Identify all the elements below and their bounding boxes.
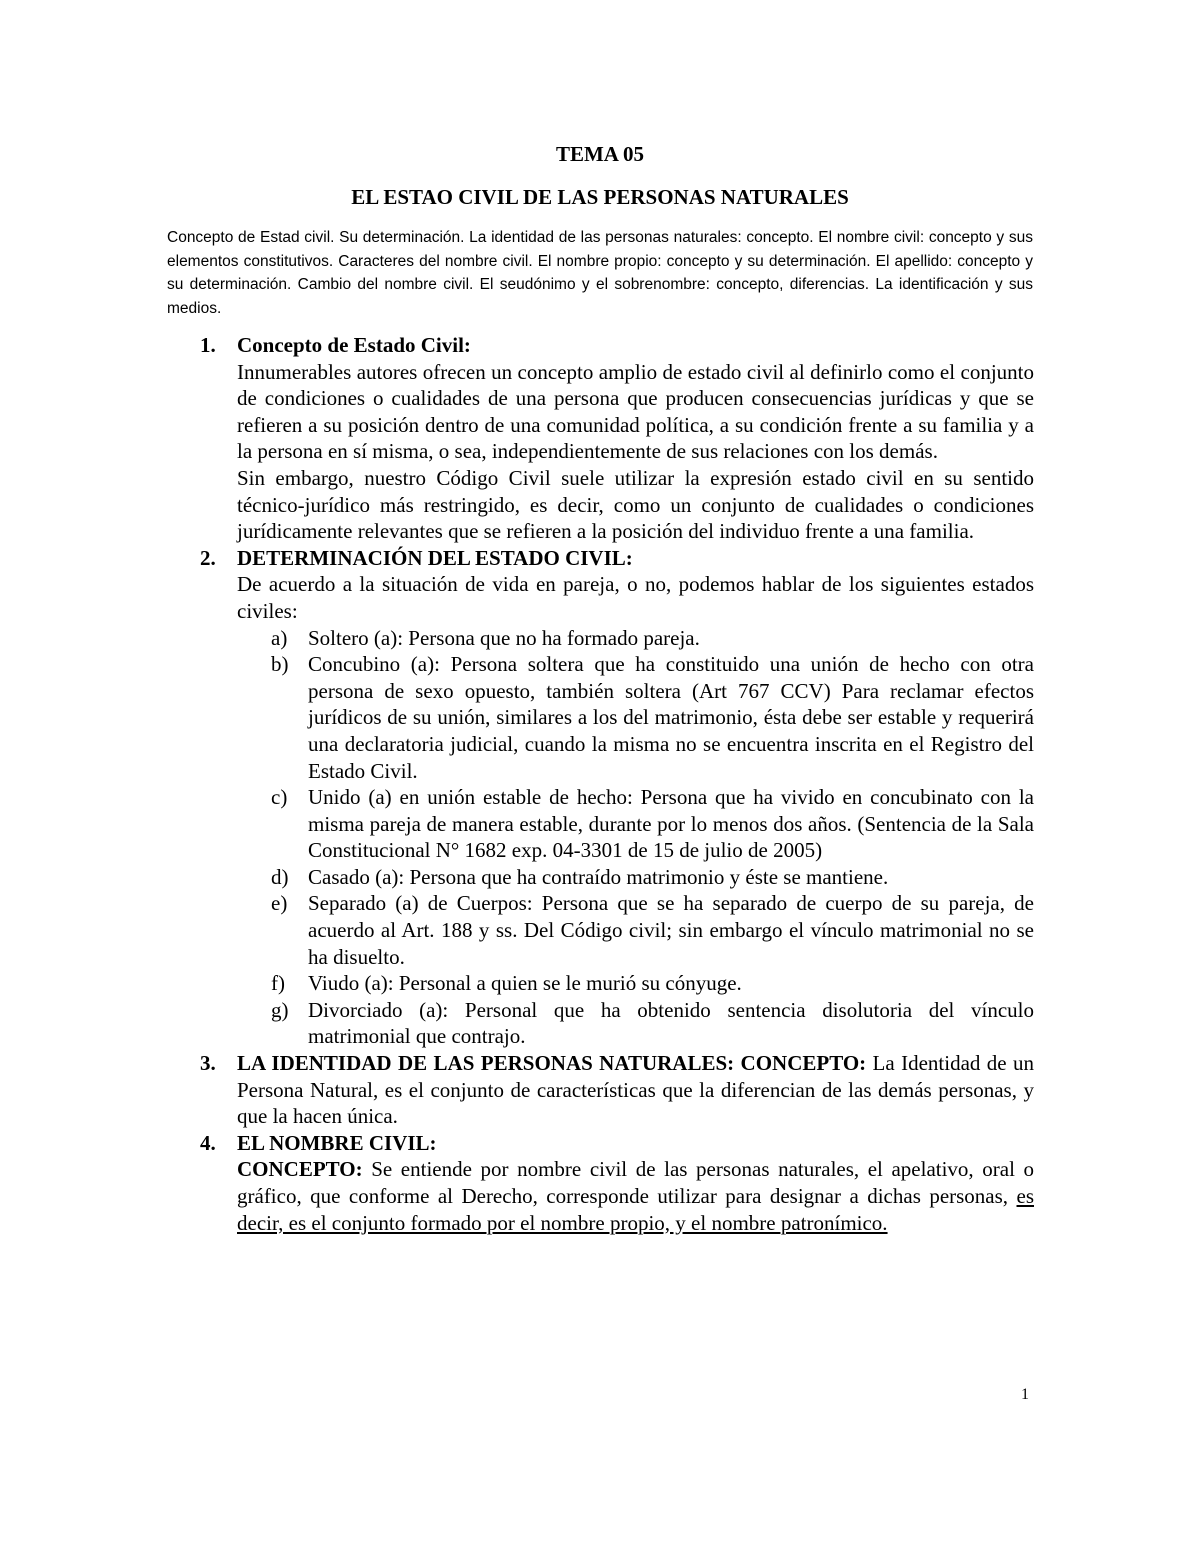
list-letter: g): [271, 997, 289, 1022]
list-letter: d): [271, 864, 289, 889]
list-item: [237, 890, 1034, 970]
section-paragraph: Sin embargo, nuestro Código Civil suele utilizar la expresión estado civil en su sentido técnico-jurídico más restringido, es decir, como un conjunto de cualidades o condiciones jurídicamente relevantes que se refieren a la posición del individuo frente a una familia.: [237, 465, 1034, 544]
section-text: La Identidad de un Persona Natural, es el conjunto de características que la diferencian de las demás personas, y que la hacen única.: [237, 1051, 1034, 1129]
section-heading: LA IDENTIDAD DE LAS PERSONAS NATURALES: CONCEPTO:: [237, 1051, 867, 1076]
list-item-text: Concubino (a): Persona soltera que ha constituido una unión de hecho con otra persona de sexo opuesto, también soltera (Art 767 CCV) Para reclamar efectos jurídicos de su unión, similares a los del matrimonio, ésta debe ser estable y requerirá una declaratoria judicial, cuando la misma no se encuentra inscrita en el Registro del Estado Civil.: [308, 652, 1034, 783]
list-item-text: Soltero (a): Persona que no ha formado pareja.: [308, 625, 700, 650]
list-item-text: Casado (a): Persona que ha contraído matrimonio y éste se mantiene.: [308, 864, 889, 889]
list-letter: f): [271, 971, 285, 996]
section-paragraph: De acuerdo a la situación de vida en pareja, o no, podemos hablar de los siguientes estados civiles:: [237, 572, 1034, 623]
list-item-text: Unido (a) en unión estable de hecho: Persona que ha vivido en concubinato con la misma pareja de manera estable, durante por lo menos dos años. (Sentencia de la Sala Constitucional N° 1682 exp. 04-3301 de 15 de julio de 2005): [308, 785, 1034, 863]
list-item: [237, 864, 1034, 891]
list-letter: c): [271, 785, 288, 810]
document-body: [170, 332, 1034, 1236]
list-letter: e): [271, 891, 288, 916]
list-item-text: Divorciado (a): Personal que ha obtenido sentencia disolutoria del vínculo matrimonial que contrajo.: [308, 997, 1034, 1049]
list-letter: b): [271, 652, 289, 677]
section-text: Se entiende por nombre civil de las personas naturales, el apelativo, oral o gráfico, que conforme al Derecho, corresponde utilizar para designar a dichas personas,: [237, 1157, 1034, 1208]
list-item-text: Separado (a) de Cuerpos: Persona que se ha separado de cuerpo de su pareja, de acuerdo al Art. 188 y ss. Del Código civil; sin embargo el vínculo matrimonial no se ha disuelto.: [308, 891, 1034, 969]
section-heading: Concepto de Estado Civil:: [237, 333, 471, 357]
list-item: [237, 970, 1034, 997]
list-item: [237, 997, 1034, 1050]
page-title: EL ESTAO CIVIL DE LAS PERSONAS NATURALES: [351, 185, 849, 209]
topic-summary: Concepto de Estad civil. Su determinación. La identidad de las personas naturales: concepto. El nombre civil: concepto y sus elementos constitutivos. Caracteres del nombre civil. El nombre propio: concepto y su determinación. El apellido: concepto y su determinación. Cambio del nombre civil. El seudónimo y el sobrenombre: concepto, diferencias. La identificación y sus medios.: [167, 229, 1033, 317]
list-item-text: Viudo (a): Personal a quien se le murió su cónyuge.: [308, 971, 742, 996]
section-heading: DETERMINACIÓN DEL ESTADO CIVIL:: [237, 545, 633, 570]
section-paragraph: Innumerables autores ofrecen un concepto amplio de estado civil al definirlo como el conjunto de condiciones o cualidades de una persona que producen consecuencias jurídicas y que se refieren a su posición dentro de una comunidad política, a su condición frente a su familia y a la persona en sí misma, o sea, independientemente de sus relaciones con los demás.: [237, 359, 1034, 464]
section-number: 1.: [200, 333, 216, 357]
section-2: [170, 545, 1034, 1050]
list-item: [237, 625, 1034, 652]
page-number: 1: [1021, 1386, 1029, 1403]
section-3: [170, 1050, 1034, 1130]
topic-heading: TEMA 05: [555, 142, 645, 166]
underlined-text: es decir, es el conjunto formado por el nombre propio, y el nombre patronímico.: [237, 1184, 1034, 1235]
section-number: 2.: [200, 545, 216, 570]
section-heading: EL NOMBRE CIVIL:: [237, 1130, 437, 1155]
section-paragraph: [237, 1050, 1034, 1130]
list-letter: a): [271, 625, 288, 650]
civil-status-list: [237, 625, 1034, 1051]
section-paragraph: [237, 1156, 1034, 1236]
concept-label: CONCEPTO:: [237, 1157, 363, 1182]
section-4: [170, 1130, 1034, 1236]
list-item: [237, 651, 1034, 784]
section-number: 4.: [200, 1130, 216, 1155]
section-1: [170, 332, 1034, 545]
list-item: [237, 784, 1034, 864]
section-number: 3.: [200, 1051, 216, 1076]
